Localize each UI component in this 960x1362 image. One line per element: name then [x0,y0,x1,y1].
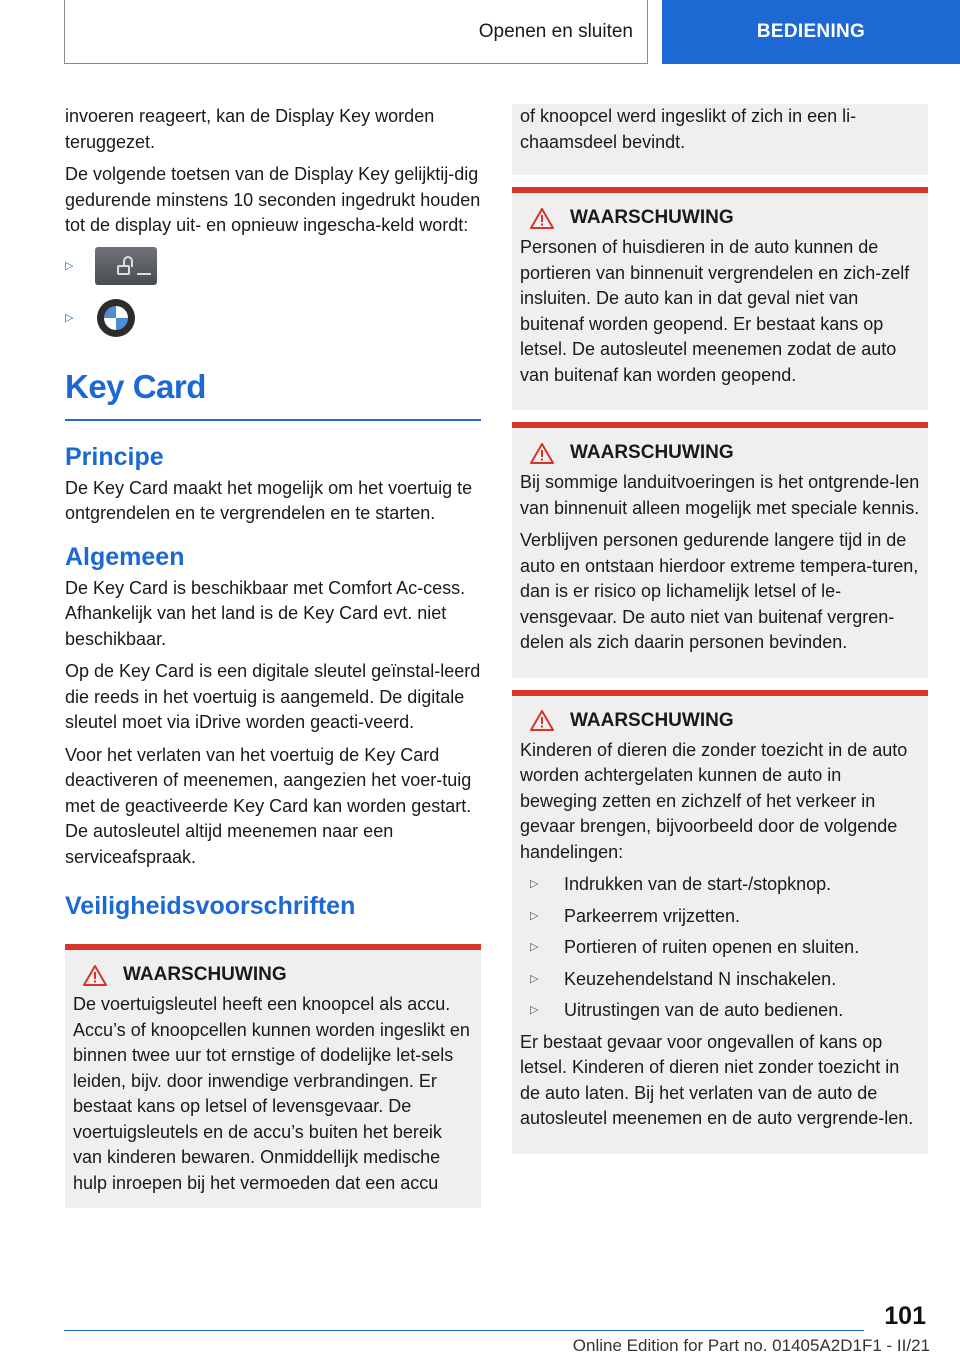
warning-text-1: Bij sommige landuitvoeringen is het ontgrende-len van binnenuit alleen mogelijk met speciale kennis. [520,472,920,518]
chapter-title: Key Card [65,367,206,405]
unlock-button-icon [95,247,157,285]
page-number: 101 [884,1302,926,1330]
warning-triangle-icon [530,710,554,731]
section-title-veiligheid: Veiligheidsvoorschriften [65,892,356,920]
warning-text-2: Er bestaat gevaar voor ongevallen of kans op letsel. Kinderen of dieren niet zonder toezicht in de auto laten. Bij het verlaten van de auto de autosleutel meenemen en de auto vergrende-len. [520,1031,914,1128]
section-principe [65,441,481,527]
bullet-triangle-icon: ▷ [530,1004,539,1016]
paragraph-algemeen-3: Voor het verlaten van het voertuig de Key Card deactiveren of meenemen, aangezien het voer-tuig met de geactiveerde Key Card kan worden gestart. De autosleutel altijd meenemen naar een serviceafspraak. [65,744,472,867]
warning-box-battery [65,950,481,1208]
paragraph-reset: invoeren reageert, kan de Display Key worden teruggezet. [65,106,435,152]
header-section-label: Openen en sluiten [478,20,633,42]
header-chapter-tab [662,0,960,64]
paragraph-keys: De volgende toetsen van de Display Key gelijktij-dig gedurende minstens 10 seconden ingedrukt houden tot de display uit- en opnieuw ingescha-keld wordt: [65,164,481,235]
bmw-logo-icon [97,299,135,337]
section-title-principe: Principe [65,442,164,471]
bullet-triangle-icon: ▷ [65,312,74,324]
warning-title: WAARSCHUWING [520,442,920,464]
bullet-triangle-icon: ▷ [530,878,539,890]
warning-box-children [512,696,928,1154]
left-column [65,104,481,1208]
list-item: ▷ Portieren of ruiten openen en sluiten. [520,935,920,961]
right-column [512,104,928,1154]
bullet-triangle-icon: ▷ [530,941,539,953]
paragraph-principe: De Key Card maakt het mogelijk om het voertuig te ontgrendelen en te vergrendelen en te starten. [65,477,473,523]
warning-text-continued: of knoopcel werd ingeslikt of zich in een li-chaamsdeel bevindt. [520,106,857,152]
warning-triangle-icon [530,443,554,464]
paragraph-algemeen-2: Op de Key Card is een digitale sleutel geïnstal-leerd die reeds in het voertuig is aangemeld. De digitale sleutel moet via iDrive worden geacti-veerd. [65,661,481,732]
list-item-bmw-key [65,299,481,337]
list-item: ▷ Keuzehendelstand N inschakelen. [520,967,920,993]
paragraph-algemeen-1: De Key Card is beschikbaar met Comfort Ac-cess. Afhankelijk van het land is de Key Card evt. niet beschikbaar. [65,577,466,649]
warning-text: Personen of huisdieren in de auto kunnen de portieren van binnenuit vergrendelen en zich-zelf insluiten. De auto kan in dat geval niet van buitenaf worden geopend. Er bestaat kans op letsel. De autosleutel meenemen zodat de auto van buitenaf kan worden geopend. [520,237,910,385]
header-chapter-label: BEDIENING [756,21,866,42]
list-item-unlock-key [65,247,481,285]
list-item: ▷ Indrukken van de start-/stopknop. [520,872,920,898]
warning-box-temperature [512,428,928,678]
bullet-triangle-icon: ▷ [530,909,539,922]
footer-divider [64,1330,864,1331]
warning-title: WAARSCHUWING [73,964,473,986]
warning-title: WAARSCHUWING [520,207,920,229]
footer-edition: Online Edition for Part no. 01405A2D1F1 - II/21 [572,1336,930,1355]
warning-text-1: Kinderen of dieren die zonder toezicht in de auto worden achtergelaten kunnen de auto in beweging zetten en zichzelf of het verkeer in gevaar brengen, bijvoorbeeld door de volgende handelingen: [520,739,908,862]
list-item: ▷ Uitrustingen van de auto bedienen. [520,998,920,1024]
warning-box-battery-continued [512,104,928,175]
section-title-algemeen: Algemeen [65,542,185,571]
warning-box-locked-in [512,193,928,410]
warning-triangle-icon [530,208,554,229]
warning-text: De voertuigsleutel heeft een knoopcel als accu. Accu’s of knoopcellen kunnen worden ingeslikt en binnen twee uur tot ernstige of dodelijke let-sels leiden, bijv. door inwendige verbrandingen. Er bestaat kans op letsel of levensgevaar. De voertuigsleutels en de accu’s buiten het bereik van kinderen bewaren. Onmiddellijk medische hulp inroepen bij het vermoeden dat een accu [73,994,470,1193]
title-divider [65,419,481,421]
warning-text-2: Verblijven personen gedurende langere tijd in de auto en ontstaan hierdoor extreme tempera-turen, dan is er risico op lichamelijk letsel of le-vensgevaar. De auto niet van buitenaf vergren-delen als zich daarin personen bevinden. [520,530,919,652]
section-algemeen [65,541,481,871]
list-item: ▷ Parkeerrem vrijzetten. [520,904,920,930]
bullet-triangle-icon: ▷ [530,972,539,985]
header-section-tab [64,0,648,64]
bullet-triangle-icon: ▷ [65,260,74,272]
warning-triangle-icon [83,965,107,986]
warning-title: WAARSCHUWING [520,710,920,732]
